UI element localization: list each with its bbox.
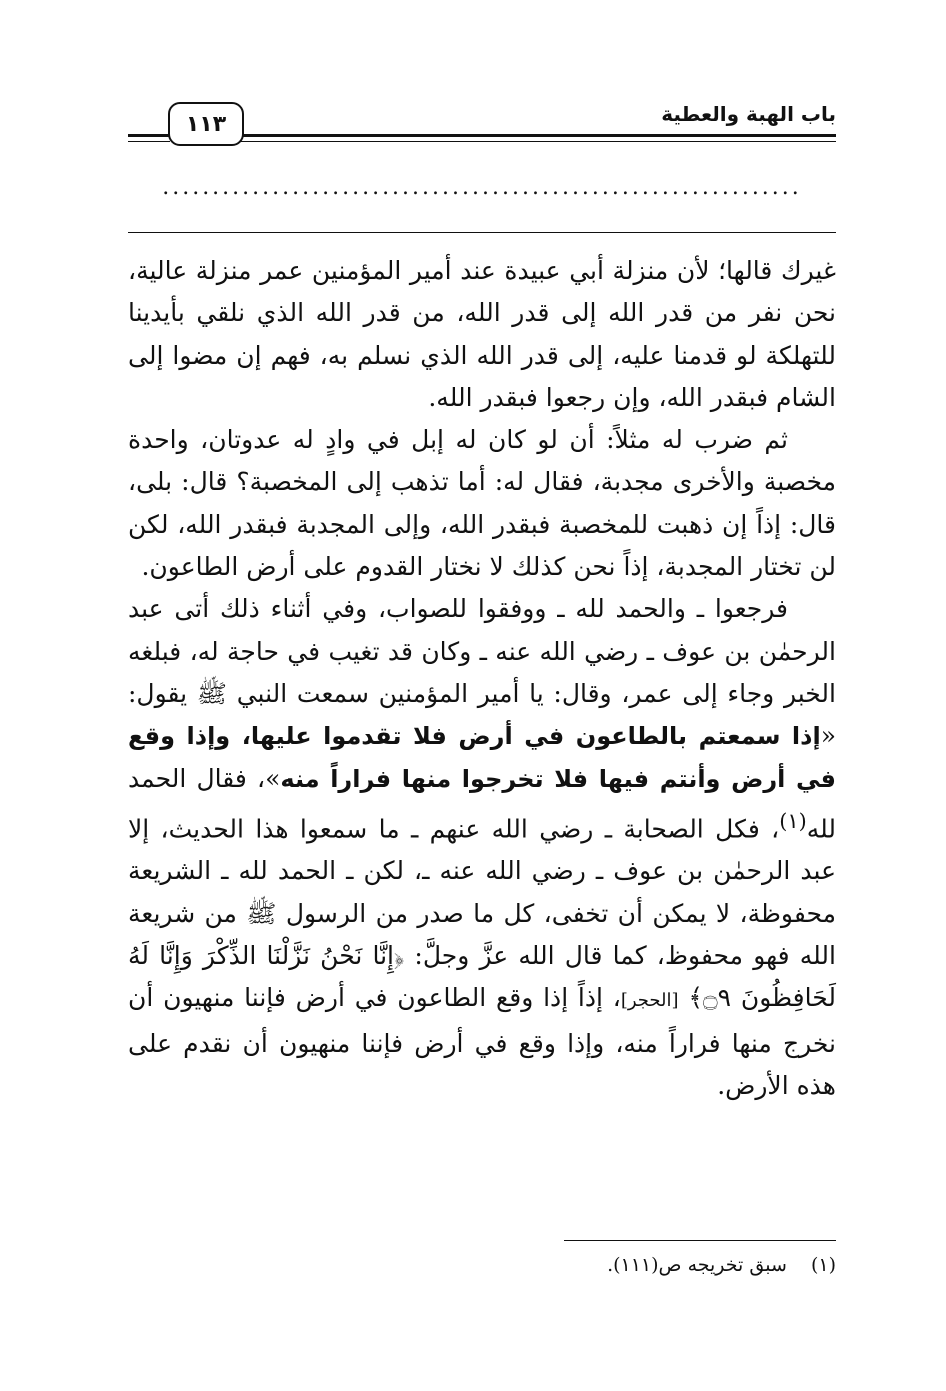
paragraph-2: ثم ضرب له مثلاً: أن لو كان له إبل في وادٍ له عدوتان، واحدة مخصبة والأخرى مجدبة، فقال له: أما تذهب إلى المخصبة؟ قال: بلى، قال: إذاً إن ذهبت للمخصبة فبقدر الله، وإلى المجدبة فبقدر الله، لكن لن تختار المجدبة، إذاً نحن كذلك لا نختار القدوم على أرض الطاعون. — [128, 425, 836, 582]
quran-reference: [الحجر] — [620, 990, 679, 1012]
paragraph-3 — [128, 588, 836, 1107]
top-rule — [128, 232, 836, 233]
header-rule-short — [128, 134, 170, 142]
chapter-title: باب الهبة والعطية — [661, 102, 836, 126]
footnote-marker: (١) — [779, 808, 807, 833]
paragraph-3-rest: ، فكل الصحابة ـ رضي الله عنهم ـ ما سمعوا هذا الحديث، إلا عبد الرحمٰن بن عوف ـ رضي الله عنه ـ، لكن ـ الحمد لله ـ الشريعة محفوظة، لا يمكن أن تخفى، كل ما صدر من الرسول ﷺ من شريعة الله فهو محفوظ، كما قال الله عزَّ وجلَّ: ﴿إِنَّا نَحْنُ نَزَّلْنَا الذِّكْرَ وَإِنَّا لَهُ لَحَافِظُونَ ۝٩﴾ — [128, 814, 836, 1013]
hadith-text: إذا سمعتم بالطاعون في أرض فلا تقدموا عليها، وإذا وقع في أرض وأنتم فيها فلا تخرجوا منها فراراً منه — [128, 722, 836, 793]
header-rule — [240, 134, 836, 142]
footnote-text: سبق تخريجه ص(١١١). — [607, 1254, 787, 1276]
main-text — [128, 250, 836, 1107]
footnote — [336, 1250, 836, 1280]
paragraph-3-after-hadith: »، فقال الحمد لله — [128, 763, 836, 844]
page-number: ١١٣ — [168, 102, 244, 146]
footnote-rule — [564, 1240, 836, 1241]
paragraph-1: غيرك قالها؛ لأن منزلة أبي عبيدة عند أمير المؤمنين عمر منزلة عالية، نحن نفر من قدر الله إلى قدر الله، من قدر الله الذي نلقي بأيدينا للتهلكة لو قدمنا عليه، إلى قدر الله الذي نسلم به، فهم إن مضوا إلى الشام فبقدر الله، وإن رجعوا فبقدر الله. — [128, 256, 836, 412]
paragraph-3-intro: فرجعوا ـ والحمد لله ـ ووفقوا للصواب، وفي أثناء ذلك أتى عبد الرحمٰن بن عوف ـ رضي الله عنه ـ وكان قد تغيب في حاجة له، فبلغه الخبر وجاء إلى عمر، وقال: يا أمير المؤمنين سمعت النبي ﷺ يقول: « — [128, 594, 836, 751]
paragraph-3-end: ، إذاً إذا وقع الطاعون في أرض فإننا منهيون أن نخرج منها فراراً منه، وإذا وقع في أرض فإننا منهيون أن نقدم على هذه الأرض. — [128, 983, 836, 1100]
footnote-number: (١) — [810, 1254, 836, 1276]
dotted-separator: ................................................................ — [162, 175, 802, 200]
page-header — [128, 96, 836, 156]
